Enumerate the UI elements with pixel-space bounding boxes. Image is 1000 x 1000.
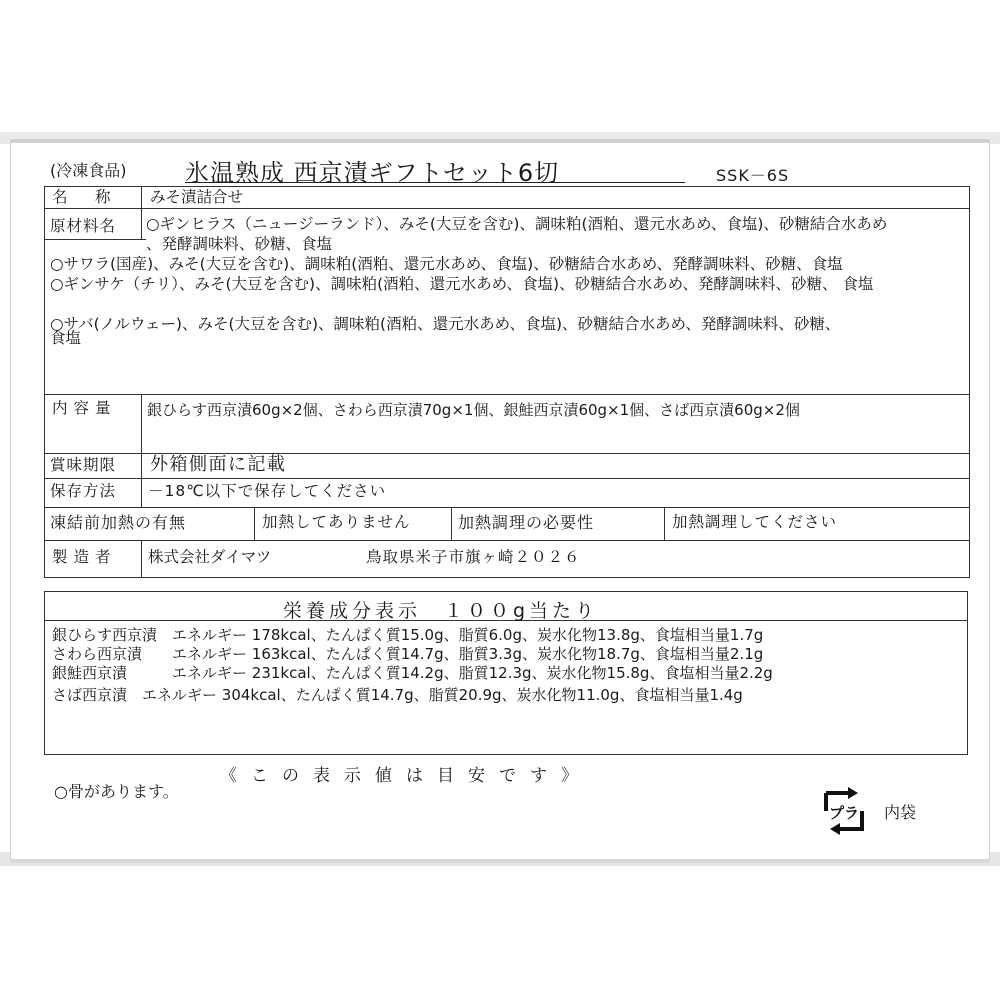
divider — [664, 507, 665, 540]
ingredient-line: 、発酵調味料、砂糖、食塩 — [146, 235, 333, 253]
bestbefore-value: 外箱側面に記載 — [150, 454, 287, 475]
note-char: の — [282, 766, 299, 786]
nutrition-row: さば西京漬 エネルギー 304kcal、たんぱく質14.7g、脂質20.9g、炭水化物11.0g、食塩相当量1.4g — [52, 686, 743, 704]
contents-value: 銀ひらす西京漬60g×2個、さわら西京漬70g×1個、銀鮭西京漬60g×1個、さば西京漬60g×2個 — [147, 401, 800, 419]
note-char: こ — [251, 766, 268, 786]
nutrition-title: 栄養成分表示 １００g当たり — [283, 600, 599, 622]
ingredients-label: 原材料名 — [50, 217, 117, 235]
note-char: 表 — [313, 766, 330, 786]
heated-value: 加熱してありません — [262, 513, 411, 531]
ingredient-line: ○サワラ(国産)、みそ(大豆を含む)、調味粕(酒粕、還元水あめ、食塩)、砂糖結合水あめ、発酵調味料、砂糖、食塩 — [50, 255, 843, 273]
contents-label: 内容量 — [52, 399, 117, 417]
note-char: 示 — [344, 766, 361, 786]
category-label: (冷凍食品) — [50, 161, 127, 180]
divider — [141, 394, 142, 453]
ingredient-line: ○サバ(ノルウェー)、みそ(大豆を含む)、調味粕(酒粕、還元水あめ、食塩)、砂糖結合水あめ、発酵調味料、砂糖、 — [50, 315, 841, 333]
name-value: みそ漬詰合せ — [150, 188, 244, 206]
approximate-value-note — [220, 761, 592, 786]
bestbefore-label: 賞味期限 — [50, 456, 117, 474]
maker-name: 株式会社ダイマツ — [148, 548, 272, 566]
nutrition-row: さわら西京漬 エネルギー 163kcal、たんぱく質14.7g、脂質3.3g、炭水化物18.7g、食塩相当量2.1g — [52, 645, 764, 663]
divider — [451, 507, 452, 540]
note-char: 値 — [375, 766, 392, 786]
maker-label: 製造者 — [52, 548, 117, 566]
storage-value: －18℃以下で保存してください — [148, 482, 387, 500]
divider — [44, 507, 970, 508]
note-char: で — [499, 766, 516, 786]
divider — [254, 507, 255, 540]
note-char: は — [406, 766, 423, 786]
note-char: 安 — [468, 766, 485, 786]
cooking-label: 加熱調理の必要性 — [458, 513, 595, 532]
maker-address: 鳥取県米子市旗ヶ崎２０２６ — [366, 548, 581, 566]
nutrition-row: 銀ひらす西京漬 エネルギー 178kcal、たんぱく質15.0g、脂質6.0g、炭水化物13.8g、食塩相当量1.7g — [52, 626, 764, 644]
name-label: 名 称 — [52, 188, 117, 206]
note-char: 目 — [437, 766, 454, 786]
divider — [44, 394, 970, 395]
ingredient-line: ○ギンヒラス（ニュージーランド）、みそ(大豆を含む)、調味粕(酒粕、還元水あめ、食塩)、砂糖結合水あめ — [146, 215, 888, 233]
plastic-recycle-icon — [818, 785, 870, 837]
divider — [44, 208, 970, 209]
product-code: SSK－6S — [716, 166, 790, 185]
divider — [44, 239, 146, 240]
product-title: 氷温熟成 西京漬ギフトセット6切 — [185, 159, 560, 187]
nutrition-row: 銀鮭西京漬 エネルギー 231kcal、たんぱく質14.2g、脂質12.3g、炭水化物15.8g、食塩相当量2.2g — [52, 664, 773, 682]
note-char: す — [530, 766, 547, 786]
ingredient-line: ○ギンサケ（チリ）、みそ(大豆を含む)、調味粕(酒粕、還元水あめ、食塩)、砂糖結合水あめ、発酵調味料、砂糖、 食塩 — [50, 275, 874, 293]
divider — [141, 186, 142, 240]
divider — [44, 540, 970, 541]
note-char: 》 — [561, 766, 578, 786]
cooking-value: 加熱調理してください — [672, 513, 838, 531]
divider — [44, 478, 970, 479]
bone-note: ○骨があります。 — [54, 782, 179, 801]
storage-label: 保存方法 — [50, 482, 117, 500]
note-char: 《 — [220, 766, 237, 786]
divider — [141, 540, 142, 578]
recycle-mark-text: プラ — [828, 804, 860, 822]
title-underline — [185, 182, 685, 183]
recycle-label: 内袋 — [884, 803, 917, 822]
divider — [141, 453, 142, 507]
heated-label: 凍結前加熱の有無 — [50, 513, 187, 532]
ingredient-line: 食塩 — [50, 329, 82, 347]
